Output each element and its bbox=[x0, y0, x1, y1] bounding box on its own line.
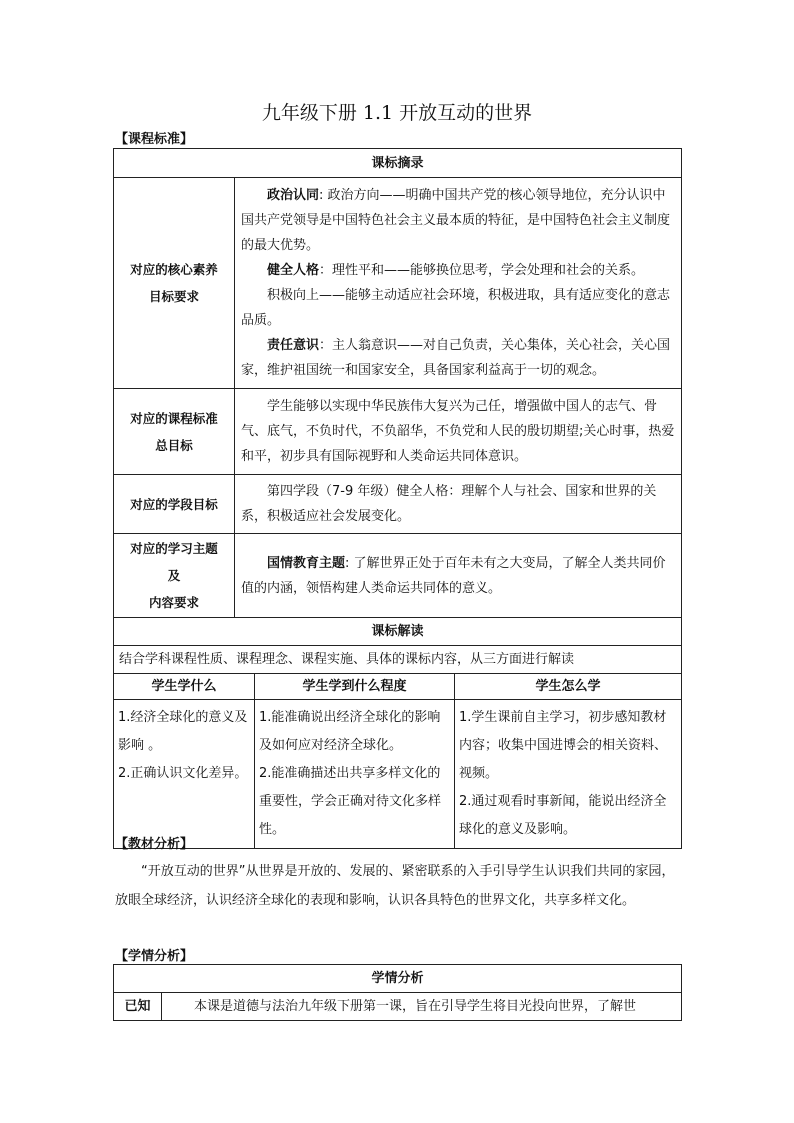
learning-degree-list bbox=[255, 700, 455, 849]
excerpt-header: 课标摘录 bbox=[114, 149, 682, 178]
what-to-learn-list bbox=[114, 700, 255, 849]
stage-goal-content: 第四学段（7-9 年级）健全人格：理解个人与社会、国家和世界的关系，积极适应社会发展变化。 bbox=[235, 475, 682, 534]
row-label-core-literacy: 对应的核心素养 目标要求 bbox=[114, 178, 235, 389]
row-label-course-goal: 对应的课程标准 总目标 bbox=[114, 389, 235, 475]
learner-analysis-header: 学情分析 bbox=[114, 965, 682, 993]
column-header-how: 学生怎么学 bbox=[455, 674, 682, 700]
list-item: 1.能准确说出经济全球化的影响及如何应对经济全球化。 bbox=[259, 710, 441, 753]
list-item: 2.通过观看时事新闻，能说出经济全球化的意义及影响。 bbox=[459, 794, 667, 837]
section-heading-curriculum-standard: 【课程标准】 bbox=[115, 132, 194, 147]
curriculum-standard-table bbox=[113, 148, 682, 849]
interpretation-header: 课标解读 bbox=[114, 618, 682, 646]
core-literacy-content: 政治认同: 政治方向——明确中国共产党的核心领导地位，充分认识中国共产党领导是中国特色社会主义最本质的特征，是中国特色社会主义制度的最大优势。 健全人格：理性平和——能够换位思考，学会处理和社会的关系。 积极向上——能够主动适应社会环境，积极进取，具有适应变化的意志品质。 责任意识：主人翁意识——对自己负责，关心集体，关心社会，关心国家，维护祖国统一和国家安全，具备国家利益高于一切的观念。 bbox=[235, 178, 682, 389]
interpretation-text: 结合学科课程性质、课程理念、课程实施、具体的课标内容，从三方面进行解读 bbox=[114, 646, 682, 674]
column-header-degree: 学生学到什么程度 bbox=[255, 674, 455, 700]
textbook-analysis-text: “开放互动的世界”从世界是开放的、发展的、紧密联系的入手引导学生认识我们共同的家园，放眼全球经济，认识经济全球化的表现和影响，认识各具特色的世界文化，共享多样文化。 bbox=[115, 864, 675, 908]
row-label-learning-theme: 对应的学习主题 及 内容要求 bbox=[114, 534, 235, 618]
learner-analysis-table bbox=[113, 964, 682, 1021]
list-item: 1.学生课前自主学习，初步感知教材内容；收集中国进博会的相关资料、视频。 bbox=[459, 710, 668, 781]
list-item: 1.经济全球化的意义及影响 。 bbox=[118, 710, 248, 753]
list-item: 2.能准确描述出共享多样文化的重要性，学会正确对待文化多样性。 bbox=[259, 766, 442, 837]
course-goal-content: 学生能够以实现中华民族伟大复兴为己任，增强做中国人的志气、骨气、底气，不负时代，不负韶华，不负党和人民的殷切期望;关心时事，热爱和平，初步具有国际视野和人类命运共同体意识。 bbox=[235, 389, 682, 475]
known-text: 本课是道德与法治九年级下册第一课，旨在引导学生将目光投向世界，了解世 bbox=[162, 993, 682, 1021]
section-heading-textbook-analysis: 【教材分析】 bbox=[115, 837, 194, 852]
known-label: 已知 bbox=[114, 993, 162, 1021]
learning-theme-content: 国情教育主题: 了解世界正处于百年未有之大变局，了解全人类共同价值的内涵，领悟构建人类命运共同体的意义。 bbox=[235, 534, 682, 618]
section-heading-learner-analysis: 【学情分析】 bbox=[115, 949, 194, 964]
row-label-stage-goal: 对应的学段目标 bbox=[114, 475, 235, 534]
how-to-learn-list bbox=[455, 700, 682, 849]
page-title: 九年级下册 1.1 开放互动的世界 bbox=[261, 102, 533, 124]
list-item: 2.正确认识文化差异。 bbox=[118, 766, 248, 781]
column-header-what: 学生学什么 bbox=[114, 674, 255, 700]
